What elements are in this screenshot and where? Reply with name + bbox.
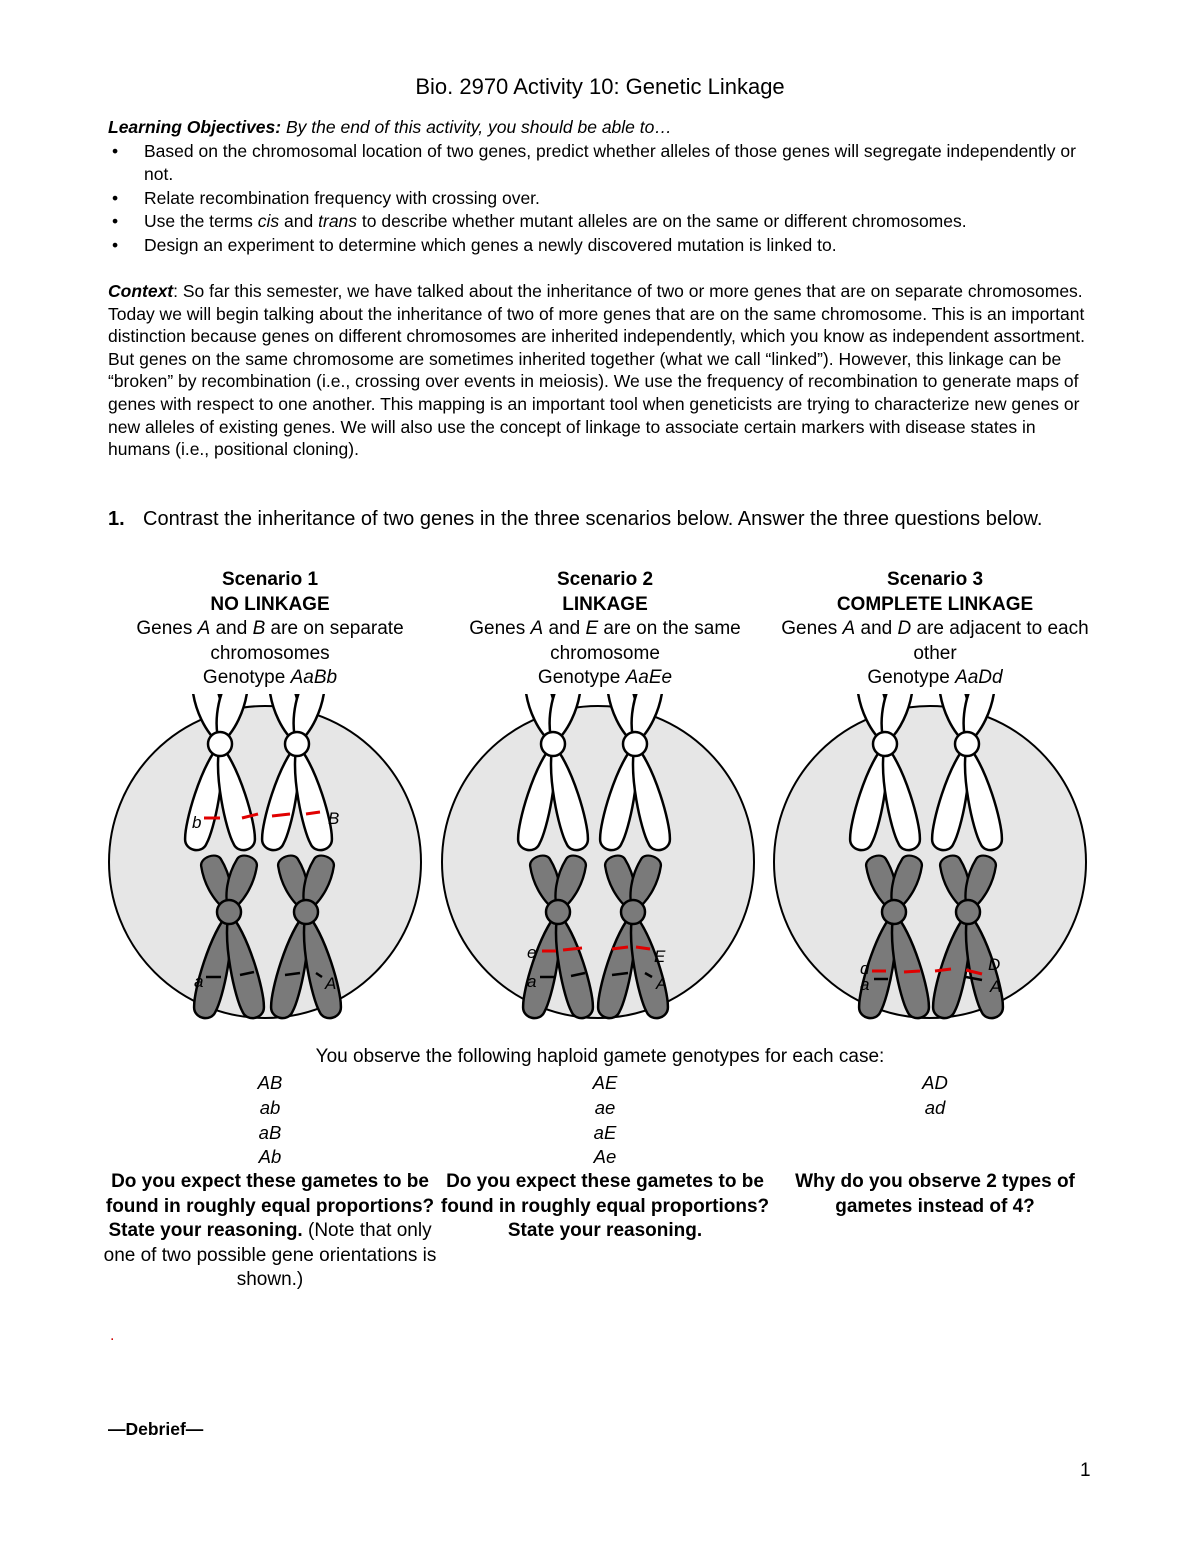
allele-label: E (654, 947, 666, 966)
objectives-list (108, 140, 1098, 258)
scenario-name: Scenario 1 (221, 569, 319, 590)
objective-term-cis: cis (257, 211, 280, 231)
allele-label: a (860, 975, 870, 994)
gamete: ae (594, 1096, 616, 1118)
objective-text: and (279, 211, 319, 231)
context-text: : So far this semester, we have talked about the inheritance of two or more genes that are on separate chromosomes. Today we will begin talking about the inheritance of two of more genes that are on the same chromosome. This is an important distinction because genes on different chromosomes are inherited independently, which you know as independent assortment. But genes on the same chromosome are sometimes inherited together (what we call “linked”). However, this linkage can be “broken” by recombination (i.e., crossing over events in meiosis). We use the frequency of recombination to generate maps of genes with respect to one another. This mapping is an important tool when geneticists are trying to characterize new genes or new alleles of existing genes. We will also use the concept of linkage to associate certain markers with disease states in humans (i.e., positional cloning). (108, 281, 1086, 460)
scenario-description: Genes A and B are on separate chromosomes (136, 618, 404, 664)
gamete: ab (259, 1096, 281, 1118)
scenario-description: Genes A and E are on the same chromosome (469, 618, 741, 664)
gamete: aE (593, 1121, 617, 1143)
cell-circle (442, 706, 754, 1018)
objective-text: Use the terms (144, 211, 258, 231)
gamete: ad (924, 1096, 946, 1118)
allele-label: A (325, 974, 337, 993)
question-text: Contrast the inheritance of two genes in the three scenarios below. Answer the three questions below. (143, 508, 1043, 530)
cell-circle (109, 706, 421, 1018)
scenario-1-header (105, 568, 435, 691)
chromosome-diagrams (0, 694, 1200, 1034)
debrief-heading: —Debrief— (108, 1419, 204, 1439)
allele-label: A (656, 974, 668, 993)
page-number: 1 (1080, 1460, 1091, 1481)
gamete: AE (592, 1072, 618, 1093)
question-number: 1. (108, 508, 125, 530)
gamete: aB (258, 1121, 282, 1143)
scenario-description: Genes A and D are adjacent to each other (781, 618, 1089, 664)
allele-label: d (860, 959, 870, 978)
scenario-1-gametes (105, 1071, 435, 1170)
scenario-type: LINKAGE (562, 593, 648, 615)
objective-text: to describe whether mutant alleles are on the same or different chromosomes. (357, 211, 967, 231)
observe-text: You observe the following haploid gamete genotypes for each case: (315, 1046, 885, 1067)
objective-term-trans: trans (318, 211, 358, 231)
scenario-1-cell (109, 694, 421, 1021)
allele-label: e (527, 943, 537, 962)
objectives-intro: By the end of this activity, you should be able to… (285, 117, 672, 137)
scenario-genotype: Genotype AaDd (867, 667, 1003, 688)
scenario-genotype: Genotype AaEe (537, 667, 673, 688)
objective-item: • Based on the chromosomal location of two genes, predict whether alleles of those genes will segregate independently or not. (108, 140, 1098, 187)
objective-item (108, 210, 1098, 234)
scenario-2-gametes (440, 1071, 770, 1170)
gamete: AD (922, 1072, 948, 1093)
scenario-type: NO LINKAGE (210, 593, 330, 615)
gamete: Ab (258, 1146, 282, 1168)
allele-label: a (194, 972, 204, 991)
gamete: AB (257, 1072, 283, 1093)
allele-label: a (527, 972, 537, 991)
scenario-2-question: Do you expect these gametes to be found in roughly equal proportions? State your reasoning. (440, 1171, 770, 1241)
page-title: Bio. 2970 Activity 10: Genetic Linkage (415, 74, 785, 99)
scenario-3-header (770, 568, 1100, 691)
objectives-heading: Learning Objectives: (108, 117, 282, 137)
scenario-name: Scenario 3 (886, 569, 984, 590)
context-paragraph (108, 280, 1098, 461)
allele-label: b (192, 813, 202, 832)
scenario-3-question: Why do you observe 2 types of gametes instead of 4? (795, 1171, 1075, 1217)
scenario-name: Scenario 2 (556, 569, 654, 590)
cell-circle (774, 706, 1086, 1018)
context-label: Context (108, 281, 174, 301)
allele-label: D (988, 955, 1001, 974)
scenario-2-header (440, 568, 770, 691)
learning-objectives (108, 116, 1098, 257)
objective-item: • Relate recombination frequency with crossing over. (108, 187, 1098, 211)
allele-label: A (990, 977, 1002, 996)
scenario-2-cell (442, 694, 754, 1021)
objective-item: • Design an experiment to determine which genes a newly discovered mutation is linked to. (108, 234, 1098, 258)
gamete: Ae (593, 1146, 617, 1168)
red-mark: . (110, 1327, 115, 1344)
scenario-3-gametes (770, 1071, 1100, 1121)
scenario-type: COMPLETE LINKAGE (836, 593, 1034, 615)
scenario-3-cell (774, 694, 1086, 1021)
scenario-genotype: Genotype AaBb (202, 667, 338, 688)
scenario-1-question: Do you expect these gametes to be found in roughly equal proportions? State your reasoning. (Note that only one of two possible gene orientations is shown.) (103, 1171, 437, 1290)
allele-label: B (328, 809, 340, 828)
question-1 (108, 507, 1068, 532)
